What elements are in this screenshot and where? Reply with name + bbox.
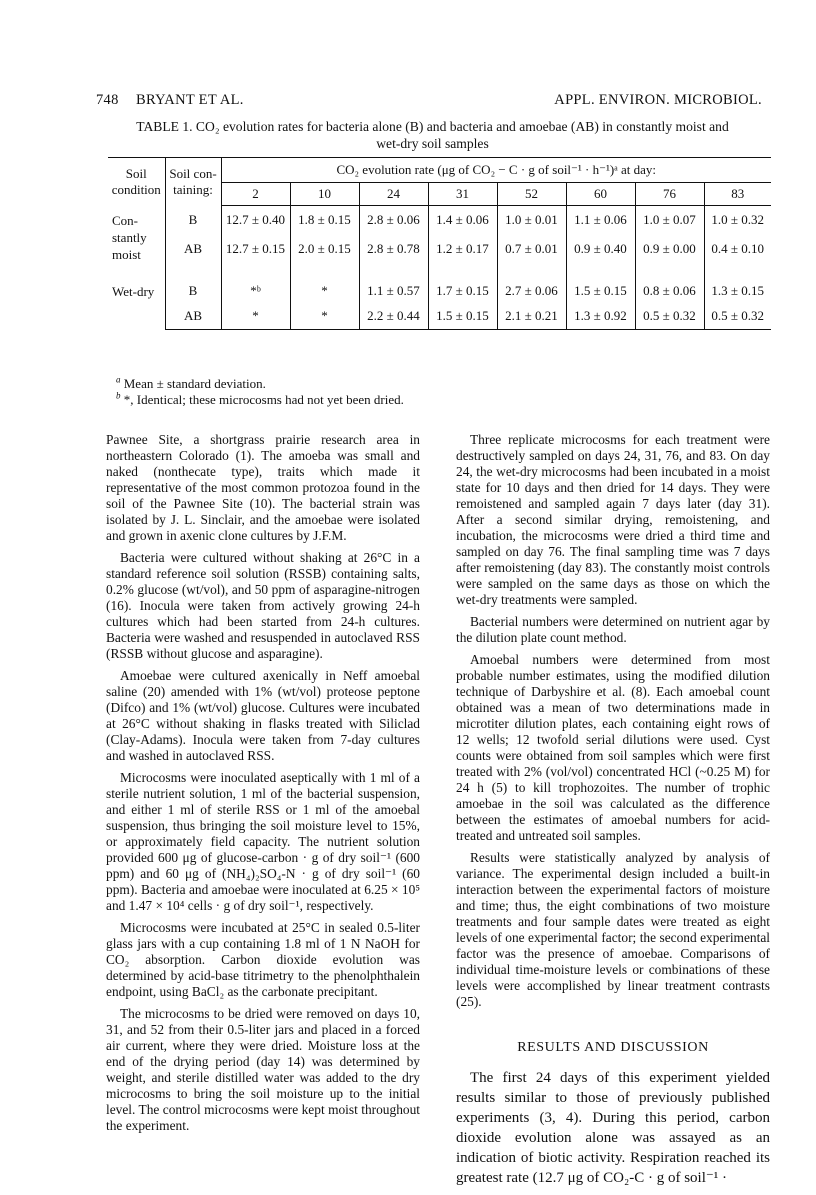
left-text-column: [106, 432, 420, 1140]
rate-cell: 1.7 ± 0.15: [428, 263, 497, 299]
rate-cell: 1.8 ± 0.15: [290, 206, 359, 234]
journal-name: APPL. ENVIRON. MICROBIOL.: [554, 92, 762, 108]
header-soil-containing: Soil con- taining:: [165, 158, 221, 206]
rate-cell: 1.1 ± 0.06: [566, 206, 635, 234]
rate-cell: 2.8 ± 0.06: [359, 206, 428, 234]
right-text-column: [456, 432, 770, 1194]
rate-cell: 0.5 ± 0.32: [635, 299, 704, 330]
paragraph: Microcosms were incubated at 25°C in sealed 0.5-liter glass jars with a cup containing 1.8 ml of 1 N NaOH for CO₂ absorption. Carbon dioxide evolution was determined by acid-base titrimetry to the phenolphthalein endpoint, using BaCl₂ as the carbonate precipitant.: [106, 920, 420, 999]
paragraph: Microcosms were inoculated aseptically with 1 ml of a sterile nutrient solution, 1 ml of the bacterial suspension, and either 1 ml of sterile RSS or 1 ml of the amoebal suspension, thus bringing the soil moisture level to 15%, or approximately field capacity. The nutrient solution provided 600 μg of glucose-carbon · g of dry soil⁻¹ (600 ppm) and 60 μg of (NH₄)₂SO₄-N · g of dry soil⁻¹ (60 ppm). Bacteria and amoebae were inoculated at 6.25 × 10⁵ and 1.47 × 10⁴ cells · g of dry soil⁻¹, respectively.: [106, 770, 420, 913]
table-caption: [100, 118, 765, 152]
rate-cell: *ᵇ: [250, 282, 261, 298]
rate-cell: 1.0 ± 0.32: [704, 206, 771, 234]
table-row: [108, 299, 771, 330]
rate-cell: 1.5 ± 0.15: [566, 263, 635, 299]
rate-cell: 2.0 ± 0.15: [290, 233, 359, 262]
rate-cell: 1.0 ± 0.07: [635, 206, 704, 234]
table-caption-line-1: TABLE 1. CO₂ evolution rates for bacteria alone (B) and bacteria and amoebae (AB) in constantly moist and: [136, 119, 729, 134]
page-number: 748: [96, 92, 119, 108]
running-authors: BRYANT ET AL.: [136, 92, 244, 108]
rate-cell: 1.3 ± 0.15: [704, 263, 771, 299]
rate-cell: 0.9 ± 0.00: [635, 233, 704, 262]
soil-containing-cell: AB: [165, 299, 221, 330]
rate-cell: *: [290, 263, 359, 299]
soil-containing-cell: B: [165, 263, 221, 299]
rate-cell: 1.3 ± 0.92: [566, 299, 635, 330]
paragraph: The first 24 days of this experiment yielded results similar to those of previously published experiments (3, 4). During this period, carbon dioxide evolution alone was assayed as an indication of biotic activity. Respiration reached its greatest rate (12.7 μg of CO₂-C · g of soil⁻¹ ·: [456, 1070, 770, 1186]
paragraph: The microcosms to be dried were removed on days 10, 31, and 52 from their 0.5-liter jars and placed in a forced air current, where they were dried. Moisture loss at the end of the drying period (day 14) was determined by weight, and sterile distilled water was added to the dry microcosms to bring the soil moisture up to the initial level. The control microcosms were kept moist throughout the experiment.: [106, 1006, 420, 1133]
soil-condition-cell: Wet-dry: [108, 263, 165, 330]
rate-cell: 2.1 ± 0.21: [497, 299, 566, 330]
table-row: [108, 206, 771, 234]
paragraph: Bacterial numbers were determined on nutrient agar by the dilution plate count method.: [456, 614, 770, 645]
header-day: 83: [704, 183, 771, 206]
co2-evolution-table: [108, 157, 771, 330]
rate-cell: 0.7 ± 0.01: [497, 233, 566, 262]
rate-cell: 2.2 ± 0.44: [359, 299, 428, 330]
header-day: 24: [359, 183, 428, 206]
paragraph: Amoebal numbers were determined from most probable number estimates, using the modified dilution technique of Darbyshire et al. (8). Each amoebal count obtained was a mean of two determinations made in microtiter dilution plates, each containing eight rows of 12 wells; 12 twofold serial dilutions were used. Cyst counts were obtained from soil samples which were first treated with 2% (vol/vol) concentrated HCl (~0.25 M) for 24 h (5) to kill trophozoites. The number of trophic amoebae in the soil was calculated as the difference between the estimates of amoebal numbers for acid-treated and untreated soil samples.: [456, 652, 770, 843]
rate-cell: 1.5 ± 0.15: [428, 299, 497, 330]
paragraph: Results were statistically analyzed by analysis of variance. The experimental design included a built-in interaction between the experimental factors of moisture and time; thus, the eight combinations of two moisture treatments and four sample dates were treated as eight levels of one experimental factor; the second experimental factor was the presence of amoebae. Comparisons of individual time-moisture levels or combinations of these levels were accomplished by linear treatment contrasts (25).: [456, 850, 770, 1009]
rate-cell: 2.8 ± 0.78: [359, 233, 428, 262]
header-day: 2: [221, 183, 290, 206]
header-day: 10: [290, 183, 359, 206]
header-soil-condition: Soil condition: [108, 158, 165, 206]
section-heading: RESULTS AND DISCUSSION: [517, 1040, 709, 1055]
soil-containing-cell: AB: [165, 233, 221, 262]
rate-cell: 1.0 ± 0.01: [497, 206, 566, 234]
rate-cell: 2.7 ± 0.06: [497, 263, 566, 299]
soil-condition-cell: Con- stantly moist: [108, 206, 165, 263]
rate-cell: 0.9 ± 0.40: [566, 233, 635, 262]
rate-cell: 1.2 ± 0.17: [428, 233, 497, 262]
table-caption-line-2: wet-dry soil samples: [376, 136, 489, 151]
header-rate: CO₂ evolution rate (μg of CO₂ − C · g of soil⁻¹ · h⁻¹)ᵃ at day:: [221, 158, 771, 183]
rate-cell: 0.5 ± 0.32: [704, 299, 771, 330]
header-day: 60: [566, 183, 635, 206]
header-day: 52: [497, 183, 566, 206]
rate-cell: 1.4 ± 0.06: [428, 206, 497, 234]
soil-containing-cell: B: [165, 206, 221, 234]
rate-cell: 0.4 ± 0.10: [704, 233, 771, 262]
paragraph: Pawnee Site, a shortgrass prairie research area in northeastern Colorado (1). The amoeba was small and naked (nonthecate type), traits which made it representative of the most common protozoa found in the soil of the Pawnee Site (10). The bacterial strain was isolated by J. L. Sinclair, and the amoebae were isolated and grown in axenic clone cultures by J.F.M.: [106, 432, 420, 543]
header-day: 76: [635, 183, 704, 206]
header-day: 31: [428, 183, 497, 206]
paragraph: Bacteria were cultured without shaking at 26°C in a standard reference soil solution (RSSB) containing salts, 0.2% glucose (wt/vol), and 50 ppm of asparagine-nitrogen (16). Inocula were taken from actively growing 24-h cultures which had been started from 24-h cultures. Bacteria were washed and resuspended in autoclaved RSS (RSSB without glucose and asparagine).: [106, 550, 420, 661]
rate-cell: 12.7 ± 0.40: [225, 212, 286, 227]
paragraph: Amoebae were cultured axenically in Neff amoebal saline (20) amended with 1% (wt/vol) proteose peptone (Difco) and 1% (wt/vol) glucose. Cultures were incubated at 26°C without shaking in flasks treated with Siliclad (Clay-Adams). Inocula were taken from 7-day cultures and washed in autoclaved RSS.: [106, 668, 420, 763]
rate-cell: 12.7 ± 0.15: [225, 241, 286, 257]
table-footnote-b: $^b$ *, Identical; these microcosms had not yet been dried.: [116, 390, 404, 407]
table-footnote-a: $^a$ Mean ± standard deviation.: [116, 374, 266, 391]
running-header: [96, 92, 762, 112]
rate-cell: 1.1 ± 0.57: [359, 263, 428, 299]
table-row: [108, 233, 771, 262]
table-row: [108, 263, 771, 299]
rate-cell: *: [221, 299, 290, 330]
paragraph: Three replicate microcosms for each treatment were destructively sampled on days 24, 31, 76, and 83. On day 24, the wet-dry microcosms had been incubated in a moist state for 10 days and then dried for 14 days. They were remoistened and sampled again 7 days later (day 31). After a second similar drying, remoistening, and incubation, the microcosms were dried a third time and sampled on day 76. The final sampling time was 7 days after remoistening (day 83). The constantly moist controls were sampled on the same days as those on which the wet-dry treatments were sampled.: [456, 432, 770, 607]
rate-cell: 0.8 ± 0.06: [635, 263, 704, 299]
rate-cell: *: [290, 299, 359, 330]
